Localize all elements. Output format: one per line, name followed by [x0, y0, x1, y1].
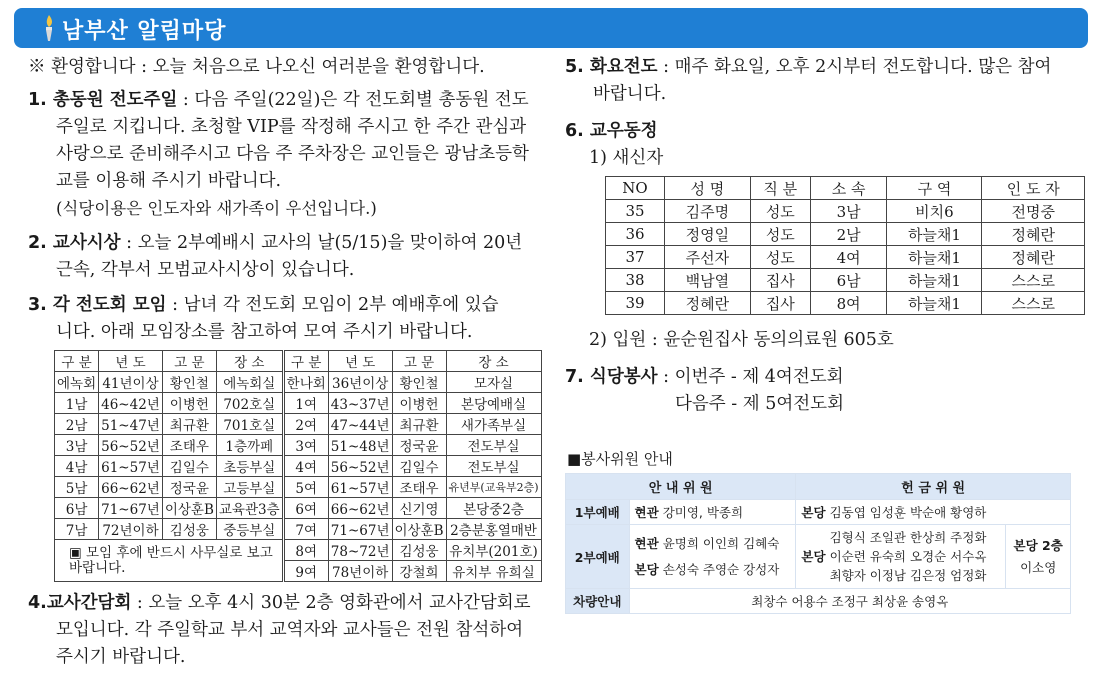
table-cell: 35 — [606, 200, 665, 223]
table-cell: 정국윤 — [392, 435, 446, 456]
table-cell: 집사 — [750, 292, 810, 315]
names: 김형식 조일관 한상희 주정화 — [829, 530, 987, 545]
table-cell: 성도 — [750, 246, 810, 269]
notice-3-text: : 남녀 각 전도회 모임이 2부 예배후에 있습 — [166, 295, 499, 315]
table-header: 구 분 — [283, 351, 328, 372]
table-header-row — [566, 474, 1071, 500]
table-cell: 한나회 — [283, 372, 328, 393]
row-label: 차량안내 — [566, 589, 630, 614]
table-cell: 56~52년 — [328, 456, 392, 477]
notice-1-text: : 다음 주일(22일)은 각 전도회별 총동원 전도 — [177, 90, 529, 110]
table-cell: 유년부(교육부2층) — [446, 477, 541, 498]
table-cell: 김일수 — [392, 456, 446, 477]
notice-2-line: 근속, 각부서 모범교사시상이 있습니다. — [56, 260, 355, 280]
table-cell: 정영일 — [664, 223, 750, 246]
table-cell: 황인철 — [392, 372, 446, 393]
table-cell: 47~44년 — [328, 414, 392, 435]
table-cell: 집사 — [750, 269, 810, 292]
report-note: ▣ 모임 후에 반드시 사무실로 보고 바랍니다. — [55, 540, 284, 582]
table-cell: 황인철 — [162, 372, 216, 393]
table-cell: 702호실 — [216, 393, 283, 414]
table-header: 소 속 — [810, 177, 887, 200]
table-cell: 51~48년 — [328, 435, 392, 456]
notice-6 — [565, 118, 1085, 354]
table-cell: 정혜란 — [982, 223, 1085, 246]
table-cell: 39 — [606, 292, 665, 315]
table-row — [606, 200, 1085, 223]
offering-header: 헌 금 위 원 — [796, 474, 1071, 500]
table-cell: 중등부실 — [216, 519, 283, 540]
table-cell: 3남 — [55, 435, 99, 456]
notice-4-text: : 오늘 오후 4시 30분 2층 영화관에서 교사간담회로 — [131, 593, 531, 613]
table-cell: 모자실 — [446, 372, 541, 393]
table-cell: 정혜란 — [664, 292, 750, 315]
names: 손성숙 주영순 강성자 — [662, 561, 780, 577]
left-column — [28, 54, 548, 671]
table-cell: 하늘채1 — [887, 223, 982, 246]
table-row — [566, 500, 1071, 525]
table-cell: 김성웅 — [392, 540, 446, 561]
table-cell: 스스로 — [982, 269, 1085, 292]
table-row — [566, 589, 1071, 614]
table-cell: 2남 — [55, 414, 99, 435]
table-cell: 초등부실 — [216, 456, 283, 477]
table-cell — [629, 525, 796, 589]
torch-icon — [38, 14, 60, 42]
names: 이소영 — [1020, 559, 1057, 575]
table-cell: 새가족부실 — [446, 414, 541, 435]
table-cell: 66~62년 — [99, 477, 163, 498]
location-label: 본당 — [801, 505, 826, 520]
table-cell: 6여 — [283, 498, 328, 519]
table-cell: 스스로 — [982, 292, 1085, 315]
newcomer-subtitle: 1) 새신자 — [589, 148, 664, 168]
names: 윤명희 이인희 김혜숙 — [662, 535, 780, 551]
welcome-note: ※ 환영합니다 : 오늘 처음으로 나오신 여러분을 환영합니다. — [28, 57, 485, 77]
table-cell: 전도부실 — [446, 435, 541, 456]
table-cell — [796, 525, 1006, 589]
table-cell: 주선자 — [664, 246, 750, 269]
table-cell: 최규환 — [162, 414, 216, 435]
table-row — [606, 269, 1085, 292]
location-label: 본당 2층 — [1013, 537, 1063, 553]
table-cell: 에녹회 — [55, 372, 99, 393]
notice-4-title: 4.교사간담회 — [28, 593, 132, 613]
notice-7-title: 7. 식당봉사 — [565, 367, 658, 387]
notice-3-line: 니다. 아래 모임장소를 참고하여 모여 주시기 바랍니다. — [56, 322, 473, 342]
notice-5-text: : 매주 화요일, 오후 2시부터 전도합니다. 많은 참여 — [657, 57, 1052, 77]
location-label: 현관 — [634, 535, 659, 551]
row-label: 1부예배 — [566, 500, 630, 525]
table-cell: 유치부(201호) — [446, 540, 541, 561]
header-banner — [14, 8, 1088, 48]
names: 김동엽 임성훈 박순애 황영하 — [829, 505, 987, 520]
notice-4-line: 주시기 바랍니다. — [56, 647, 186, 667]
table-cell: 72년이하 — [99, 519, 163, 540]
table-header: 성 명 — [664, 177, 750, 200]
table-cell: 본당중2층 — [446, 498, 541, 519]
table-cell: 이병헌 — [162, 393, 216, 414]
table-cell: 61~57년 — [99, 456, 163, 477]
table-cell: 78~72년 — [328, 540, 392, 561]
table-cell: 본당예배실 — [446, 393, 541, 414]
table-cell: 강철희 — [392, 561, 446, 582]
table-cell: 4남 — [55, 456, 99, 477]
table-cell: 김주명 — [664, 200, 750, 223]
table-cell: 비치6 — [887, 200, 982, 223]
table-cell: 78년이하 — [328, 561, 392, 582]
table-cell: 조태우 — [392, 477, 446, 498]
table-cell: 성도 — [750, 200, 810, 223]
table-cell: 김성웅 — [162, 519, 216, 540]
table-header: 장 소 — [446, 351, 541, 372]
table-row — [55, 435, 542, 456]
notice-6-title: 6. 교우동정 — [565, 121, 658, 141]
notice-7-line2: 다음주 - 제 5여전도회 — [675, 394, 844, 414]
table-cell: 3남 — [810, 200, 887, 223]
table-header: 장 소 — [216, 351, 283, 372]
table-row — [55, 414, 542, 435]
table-cell: 37 — [606, 246, 665, 269]
table-row — [566, 525, 1071, 589]
table-header: 년 도 — [99, 351, 163, 372]
row-label: 2부예배 — [566, 525, 630, 589]
table-cell: 7여 — [283, 519, 328, 540]
table-row — [55, 519, 542, 540]
notice-2 — [28, 230, 548, 284]
notice-4 — [28, 590, 548, 671]
notice-5-line: 바랍니다. — [593, 84, 667, 104]
table-cell: 김일수 — [162, 456, 216, 477]
notice-1-title: 1. 총동원 전도주일 — [28, 90, 178, 110]
table-cell: 신기영 — [392, 498, 446, 519]
table-cell: 정국윤 — [162, 477, 216, 498]
table-cell: 조태우 — [162, 435, 216, 456]
notice-7-line1: : 이번주 - 제 4여전도회 — [657, 367, 844, 387]
notice-3-title: 3. 각 전도회 모임 — [28, 295, 167, 315]
table-cell: 이상훈B — [162, 498, 216, 519]
table-header: 인 도 자 — [982, 177, 1085, 200]
table-cell — [1006, 525, 1071, 589]
table-cell: 이병헌 — [392, 393, 446, 414]
table-cell: 5남 — [55, 477, 99, 498]
service-title: ■봉사위원 안내 — [567, 450, 673, 468]
notice-2-title: 2. 교사시상 — [28, 233, 121, 253]
table-header: NO — [606, 177, 665, 200]
table-cell: 5여 — [283, 477, 328, 498]
guide-header: 안 내 위 원 — [566, 474, 796, 500]
table-header: 년 도 — [328, 351, 392, 372]
notice-4-line: 모입니다. 각 주일학교 부서 교역자와 교사들은 전원 참석하여 — [56, 620, 524, 640]
table-cell: 이상훈B — [392, 519, 446, 540]
table-header-row — [606, 177, 1085, 200]
table-cell: 66~62년 — [328, 498, 392, 519]
notice-7 — [565, 364, 1085, 418]
notice-5-title: 5. 화요전도 — [565, 57, 658, 77]
notice-2-text: : 오늘 2부예배시 교사의 날(5/15)을 맞이하여 20년 — [120, 233, 523, 253]
table-cell: 전명중 — [982, 200, 1085, 223]
table-cell: 8여 — [810, 292, 887, 315]
location-label: 현관 — [634, 505, 659, 520]
table-cell: 4여 — [810, 246, 887, 269]
table-cell: 56~52년 — [99, 435, 163, 456]
right-column — [565, 54, 1085, 614]
table-row — [55, 456, 542, 477]
notice-1-line: 사랑으로 준비해주시고 다음 주 주차장은 교인들은 광남초등학 — [56, 144, 529, 164]
table-row — [606, 223, 1085, 246]
table-cell: 1여 — [283, 393, 328, 414]
table-cell: 6남 — [810, 269, 887, 292]
table-cell: 71~67년 — [328, 519, 392, 540]
table-header: 고 문 — [162, 351, 216, 372]
table-cell: 7남 — [55, 519, 99, 540]
table-cell: 36년이상 — [328, 372, 392, 393]
table-cell: 백남열 — [664, 269, 750, 292]
table-cell: 2남 — [810, 223, 887, 246]
page-title: 남부산 알림마당 — [62, 19, 227, 44]
notice-3 — [28, 292, 548, 346]
table-header: 구 역 — [887, 177, 982, 200]
table-cell: 51~47년 — [99, 414, 163, 435]
table-cell: 701호실 — [216, 414, 283, 435]
table-cell: 정혜란 — [982, 246, 1085, 269]
table-row — [55, 540, 542, 561]
table-row — [55, 393, 542, 414]
table-cell: 고등부실 — [216, 477, 283, 498]
table-cell: 36 — [606, 223, 665, 246]
table-cell: 에녹회실 — [216, 372, 283, 393]
table-cell: 하늘채1 — [887, 269, 982, 292]
table-cell — [629, 500, 796, 525]
table-cell: 2층분홍열매반 — [446, 519, 541, 540]
table-cell: 유치부 유희실 — [446, 561, 541, 582]
location-label: 본당 — [801, 549, 826, 564]
table-cell: 최창수 어용수 조정구 최상윤 송영옥 — [629, 589, 1070, 614]
table-row — [606, 292, 1085, 315]
notice-5 — [565, 54, 1085, 108]
table-header: 구 분 — [55, 351, 99, 372]
table-cell: 41년이상 — [99, 372, 163, 393]
notice-1-line: (식당이용은 인도자와 새가족이 우선입니다.) — [56, 199, 377, 218]
notice-1-line: 교를 이용해 주시기 바랍니다. — [56, 171, 282, 191]
table-cell: 8여 — [283, 540, 328, 561]
table-cell: 하늘채1 — [887, 246, 982, 269]
table-cell: 38 — [606, 269, 665, 292]
notice-1 — [28, 87, 548, 222]
table-cell: 성도 — [750, 223, 810, 246]
table-row — [55, 498, 542, 519]
table-cell: 4여 — [283, 456, 328, 477]
table-cell: 6남 — [55, 498, 99, 519]
table-cell: 3여 — [283, 435, 328, 456]
table-cell: 9여 — [283, 561, 328, 582]
table-cell: 2여 — [283, 414, 328, 435]
table-cell — [796, 500, 1071, 525]
hospital-note: 2) 입원 : 윤순원집사 동의의료원 605호 — [589, 330, 894, 350]
table-cell: 43~37년 — [328, 393, 392, 414]
names: 이순련 유숙희 오경순 서수옥 — [829, 549, 987, 564]
table-cell: 교육관3층 — [216, 498, 283, 519]
meeting-place-table — [54, 350, 542, 582]
table-cell: 71~67년 — [99, 498, 163, 519]
table-cell: 하늘채1 — [887, 292, 982, 315]
names: 강미영, 박종희 — [662, 505, 744, 520]
location-label: 본당 — [634, 561, 659, 577]
table-row — [55, 477, 542, 498]
newcomer-table — [605, 176, 1085, 315]
names: 최향자 이정남 김은정 엄정화 — [829, 568, 987, 583]
notice-1-line: 주일로 지킵니다. 초청할 VIP를 작정해 주시고 한 주간 관심과 — [56, 117, 527, 137]
table-header: 직 분 — [750, 177, 810, 200]
table-header-row — [55, 351, 542, 372]
table-cell: 최규환 — [392, 414, 446, 435]
table-cell: 전도부실 — [446, 456, 541, 477]
table-cell: 1층까페 — [216, 435, 283, 456]
table-row — [606, 246, 1085, 269]
table-cell: 46~42년 — [99, 393, 163, 414]
table-cell: 61~57년 — [328, 477, 392, 498]
service-table — [565, 473, 1071, 614]
table-row — [55, 372, 542, 393]
table-header: 고 문 — [392, 351, 446, 372]
table-cell: 1남 — [55, 393, 99, 414]
